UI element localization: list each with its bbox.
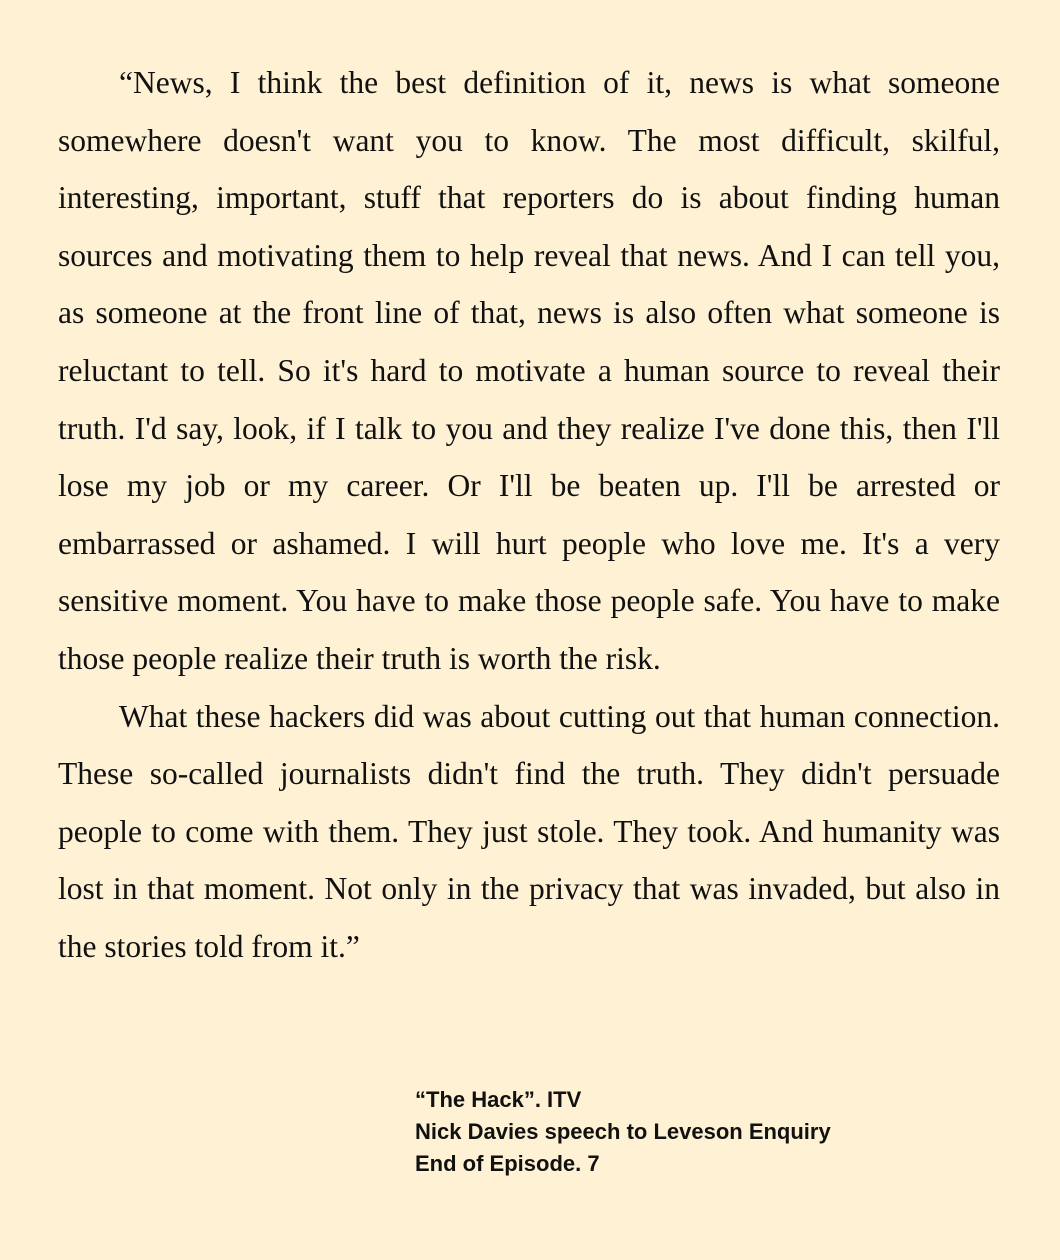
quote-paragraph-2: What these hackers did was about cutting out that human connection. These so-called journalists didn't find the truth. They didn't persuade people to come with them. They just stole. They took. And humanity was lost in that moment. Not only in the privacy that was invaded, but also in the stories told from it.” [58, 698, 1000, 964]
attribution [415, 1084, 831, 1180]
attribution-speaker: Nick Davies speech to Leveson Enquiry [415, 1119, 831, 1144]
quote-block [58, 54, 1000, 976]
attribution-source: “The Hack”. ITV [415, 1087, 582, 1112]
quote-paragraph-1: “News, I think the best definition of it, news is what someone somewhere doesn't want you to know. The most difficult, skilful, interesting, important, stuff that reporters do is about finding human sources and motivating them to help reveal that news. And I can tell you, as someone at the front line of that, news is also often what someone is reluctant to tell. So it's hard to motivate a human source to reveal their truth. I'd say, look, if I talk to you and they realize I've done this, then I'll lose my job or my career. Or I'll be beaten up. I'll be arrested or embarrassed or ashamed. I will hurt people who love me. It's a very sensitive moment. You have to make those people safe. You have to make those people realize their truth is worth the risk. [58, 65, 1000, 676]
attribution-episode: End of Episode. 7 [415, 1151, 600, 1176]
